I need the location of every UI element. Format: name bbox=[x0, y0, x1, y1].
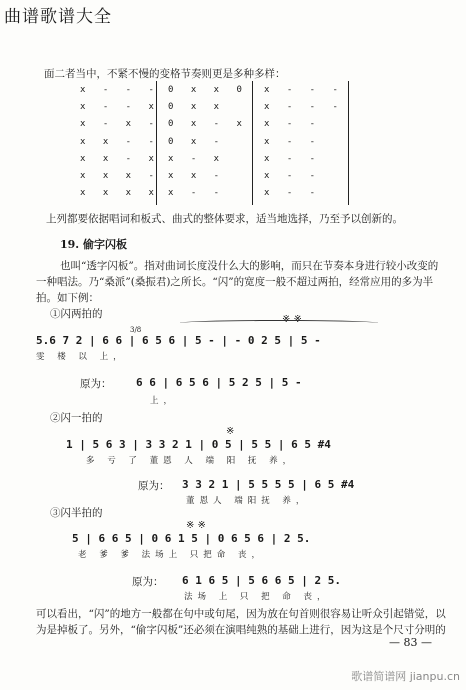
example-label: ①闪两拍的 bbox=[50, 308, 103, 320]
watermark: 歌谱简谱网 jianpu.cn bbox=[351, 670, 460, 683]
paragraph-line: 为是掉板了。另外，“偷字闪板”还必须在演唱纯熟的基础上进行，因为这是个尺寸分明的 bbox=[36, 624, 446, 636]
table-row bbox=[72, 188, 350, 205]
intro-text: 面二者当中，不紧不慢的变格节奏则更是多种多样： bbox=[44, 68, 286, 80]
table-cell: x - - - bbox=[264, 102, 344, 112]
table-cell: x x - - bbox=[80, 137, 160, 147]
table-cell: x x x - bbox=[80, 171, 160, 181]
lyric-line: 法场 上 只 把 命 丧， bbox=[184, 592, 331, 602]
table-cell: 0 x - x bbox=[168, 119, 248, 129]
accent-marks: ※ bbox=[226, 426, 235, 437]
example-label: ②闪一拍的 bbox=[50, 412, 103, 424]
table-cell: x - - bbox=[264, 119, 322, 129]
notation-line: 3 3 2 1 | 5 5 5 5 | 6 5 #4 bbox=[182, 478, 355, 491]
table-cell: x - - bbox=[264, 154, 322, 164]
lyric-line: 多 亏 了 董恩 人 端 阳 抚 养， bbox=[86, 456, 297, 466]
table-row bbox=[72, 171, 350, 188]
section-title: 19. 偷字闪板 bbox=[60, 238, 127, 251]
table-cell: x - - bbox=[264, 188, 322, 198]
table-cell: x - - - bbox=[80, 85, 160, 95]
lyric-line: 上， bbox=[150, 396, 178, 406]
accent-marks: ※ ※ bbox=[282, 314, 302, 325]
original-label: 原为： bbox=[132, 576, 164, 588]
table-row bbox=[72, 85, 350, 102]
original-label: 原为： bbox=[138, 480, 170, 492]
notation-line: 6 6 | 6 5 6 | 5 2 5 | 5 - bbox=[136, 376, 302, 389]
table-cell: x - - bbox=[264, 171, 322, 181]
paragraph-line: 可以看出，“闪”的地方一般都在句中或句尾，因为放在句首则很容易让听众引起错觉，以 bbox=[36, 608, 446, 620]
table-cell: x - - bbox=[168, 188, 226, 198]
example-label: ③闪半拍的 bbox=[50, 507, 103, 519]
table-cell: x x x x bbox=[80, 188, 160, 198]
table-row bbox=[72, 137, 350, 154]
table-cell: x - - bbox=[264, 137, 322, 147]
table-cell: 0 x - bbox=[168, 137, 226, 147]
table-cell: x - x - bbox=[80, 119, 160, 129]
notation-line: 5 | 6 6 5 | 0 6 1 5 | 0 6 5 6 | 2 5. bbox=[72, 532, 311, 545]
notation-line: 1 | 5 6 3 | 3 3 2 1 | 0 5 | 5 5 | 6 5 #4 bbox=[66, 438, 331, 451]
notation-line: 6 1 6 5 | 5 6 6 5 | 2 5. bbox=[182, 574, 341, 587]
page-number: — 83 — bbox=[389, 636, 432, 649]
original-label: 原为： bbox=[80, 378, 112, 390]
accent-marks: ※ ※ bbox=[186, 520, 206, 531]
table-cell: x - - - bbox=[264, 85, 344, 95]
table-cell: 0 x x bbox=[168, 102, 226, 112]
lyric-line: 董恩人 端阳抚 养， bbox=[186, 496, 310, 506]
meter-mark: 3/8 bbox=[130, 326, 142, 334]
table-cell: x x - bbox=[168, 171, 226, 181]
paragraph-line: 也叫“透字闪板”。指对曲词长度没什么大的影响，而只在节奏本身进行较小改变的 bbox=[60, 260, 439, 272]
paragraph-line: 一种唱法。乃“桑派”(桑振君)之所长。“闪”的宽度一般不超过两拍，经常应用的多为半 bbox=[36, 276, 434, 288]
notation-line: 5.6 7 2 | 6 6 | 6 5 6 | 5 - | - 0 2 5 | 5 - bbox=[36, 334, 321, 347]
table-cell: x - x bbox=[168, 154, 226, 164]
table-cell: 0 x x 0 bbox=[168, 85, 248, 95]
lyric-line: 老 爹 爹 法场上 只把命 丧， bbox=[78, 550, 266, 560]
table-cell: x x - x bbox=[80, 154, 160, 164]
lyric-line: 雯 楼 以 上， bbox=[36, 352, 127, 362]
tie-arc bbox=[180, 320, 378, 326]
rhythm-table bbox=[72, 81, 350, 205]
table-cell: x - - x bbox=[80, 102, 160, 112]
page-header-title: 曲谱歌谱大全 bbox=[4, 7, 112, 27]
table-row bbox=[72, 154, 350, 171]
after-table-text: 上列都要依据唱词和板式、曲式的整体要求，适当地选择，乃至予以创新的。 bbox=[46, 213, 403, 225]
table-row bbox=[72, 119, 350, 136]
paragraph-line: 拍。如下例： bbox=[36, 292, 99, 304]
table-row bbox=[72, 102, 350, 119]
